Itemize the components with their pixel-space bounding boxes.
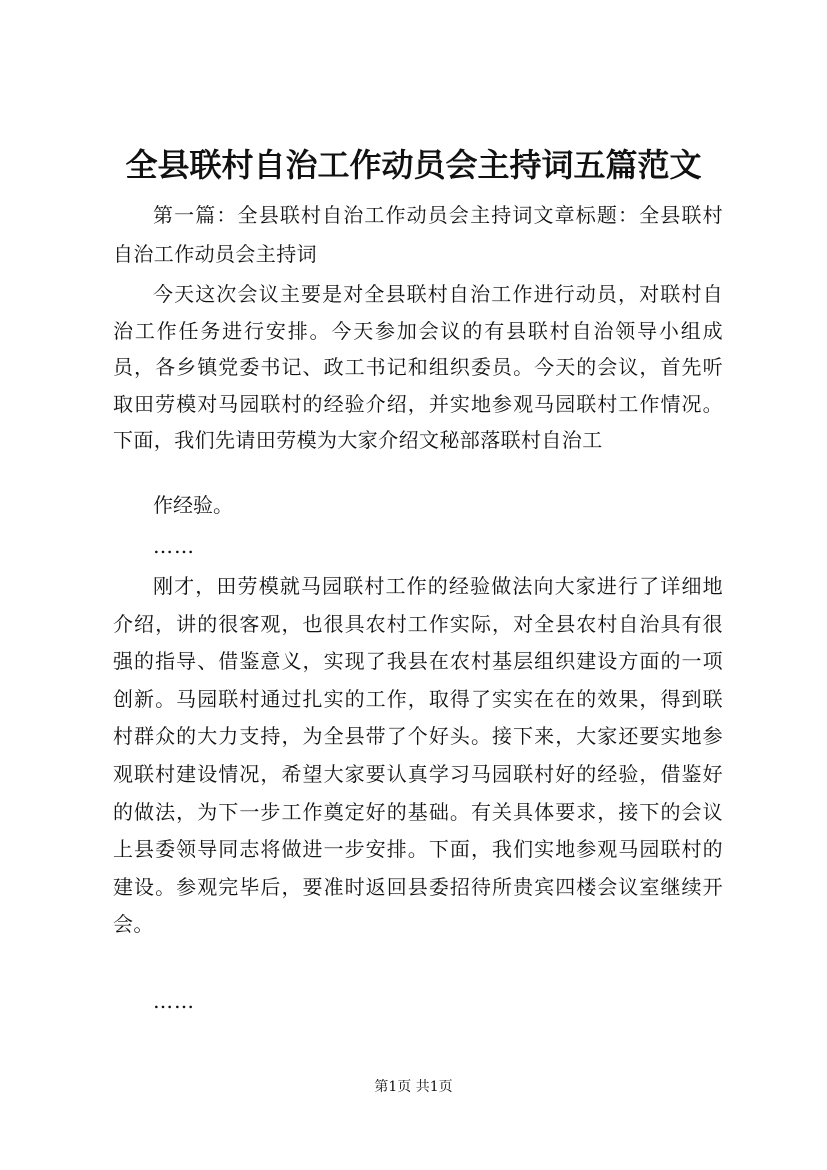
page-footer: 第1页 共1页 bbox=[374, 1079, 453, 1095]
ellipsis-separator-2: …… bbox=[153, 989, 195, 1013]
paragraph-closing-remarks: 刚才，田劳模就马园联村工作的经验做法向大家进行了详细地介绍，讲的很客观，也很具农村工作实际，对全县农村自治具有很强的指导、借鉴意义，实现了我县在农村基层组织建设方面的一项创新。马园联村通过扎实的工作，取得了实实在在的效果，得到联村群众的大力支持，为全县带了个好头。接下来，大家还要实地参观联村建设情况，希望大家要认真学习马园联村好的经验，借鉴好的做法，为下一步工作奠定好的基础。有关具体要求，接下的会议上县委领导同志将做进一步安排。下面，我们实地参观马园联村的建设。参观完毕后，要准时返回县委招待所贵宾四楼会议室继续开会。 bbox=[113, 574, 723, 937]
paragraph-continuation: 作经验。 bbox=[153, 493, 233, 517]
paragraph-article-heading: 第一篇：全县联村自治工作动员会主持词文章标题：全县联村自治工作动员会主持词 bbox=[113, 203, 723, 266]
paragraph-opening-remarks: 今天这次会议主要是对全县联村自治工作进行动员，对联村自治工作任务进行安排。今天参加会议的有县联村自治领导小组成员，各乡镇党委书记、政工书记和组织委员。今天的会议，首先听取田劳模对马园联村的经验介绍，并实地参观马园联村工作情况。下面，我们先请田劳模为大家介绍文秘部落联村自治工 bbox=[113, 282, 723, 453]
document-title: 全县联村自治工作动员会主持词五篇范文 bbox=[125, 146, 702, 184]
ellipsis-separator-1: …… bbox=[153, 534, 195, 558]
